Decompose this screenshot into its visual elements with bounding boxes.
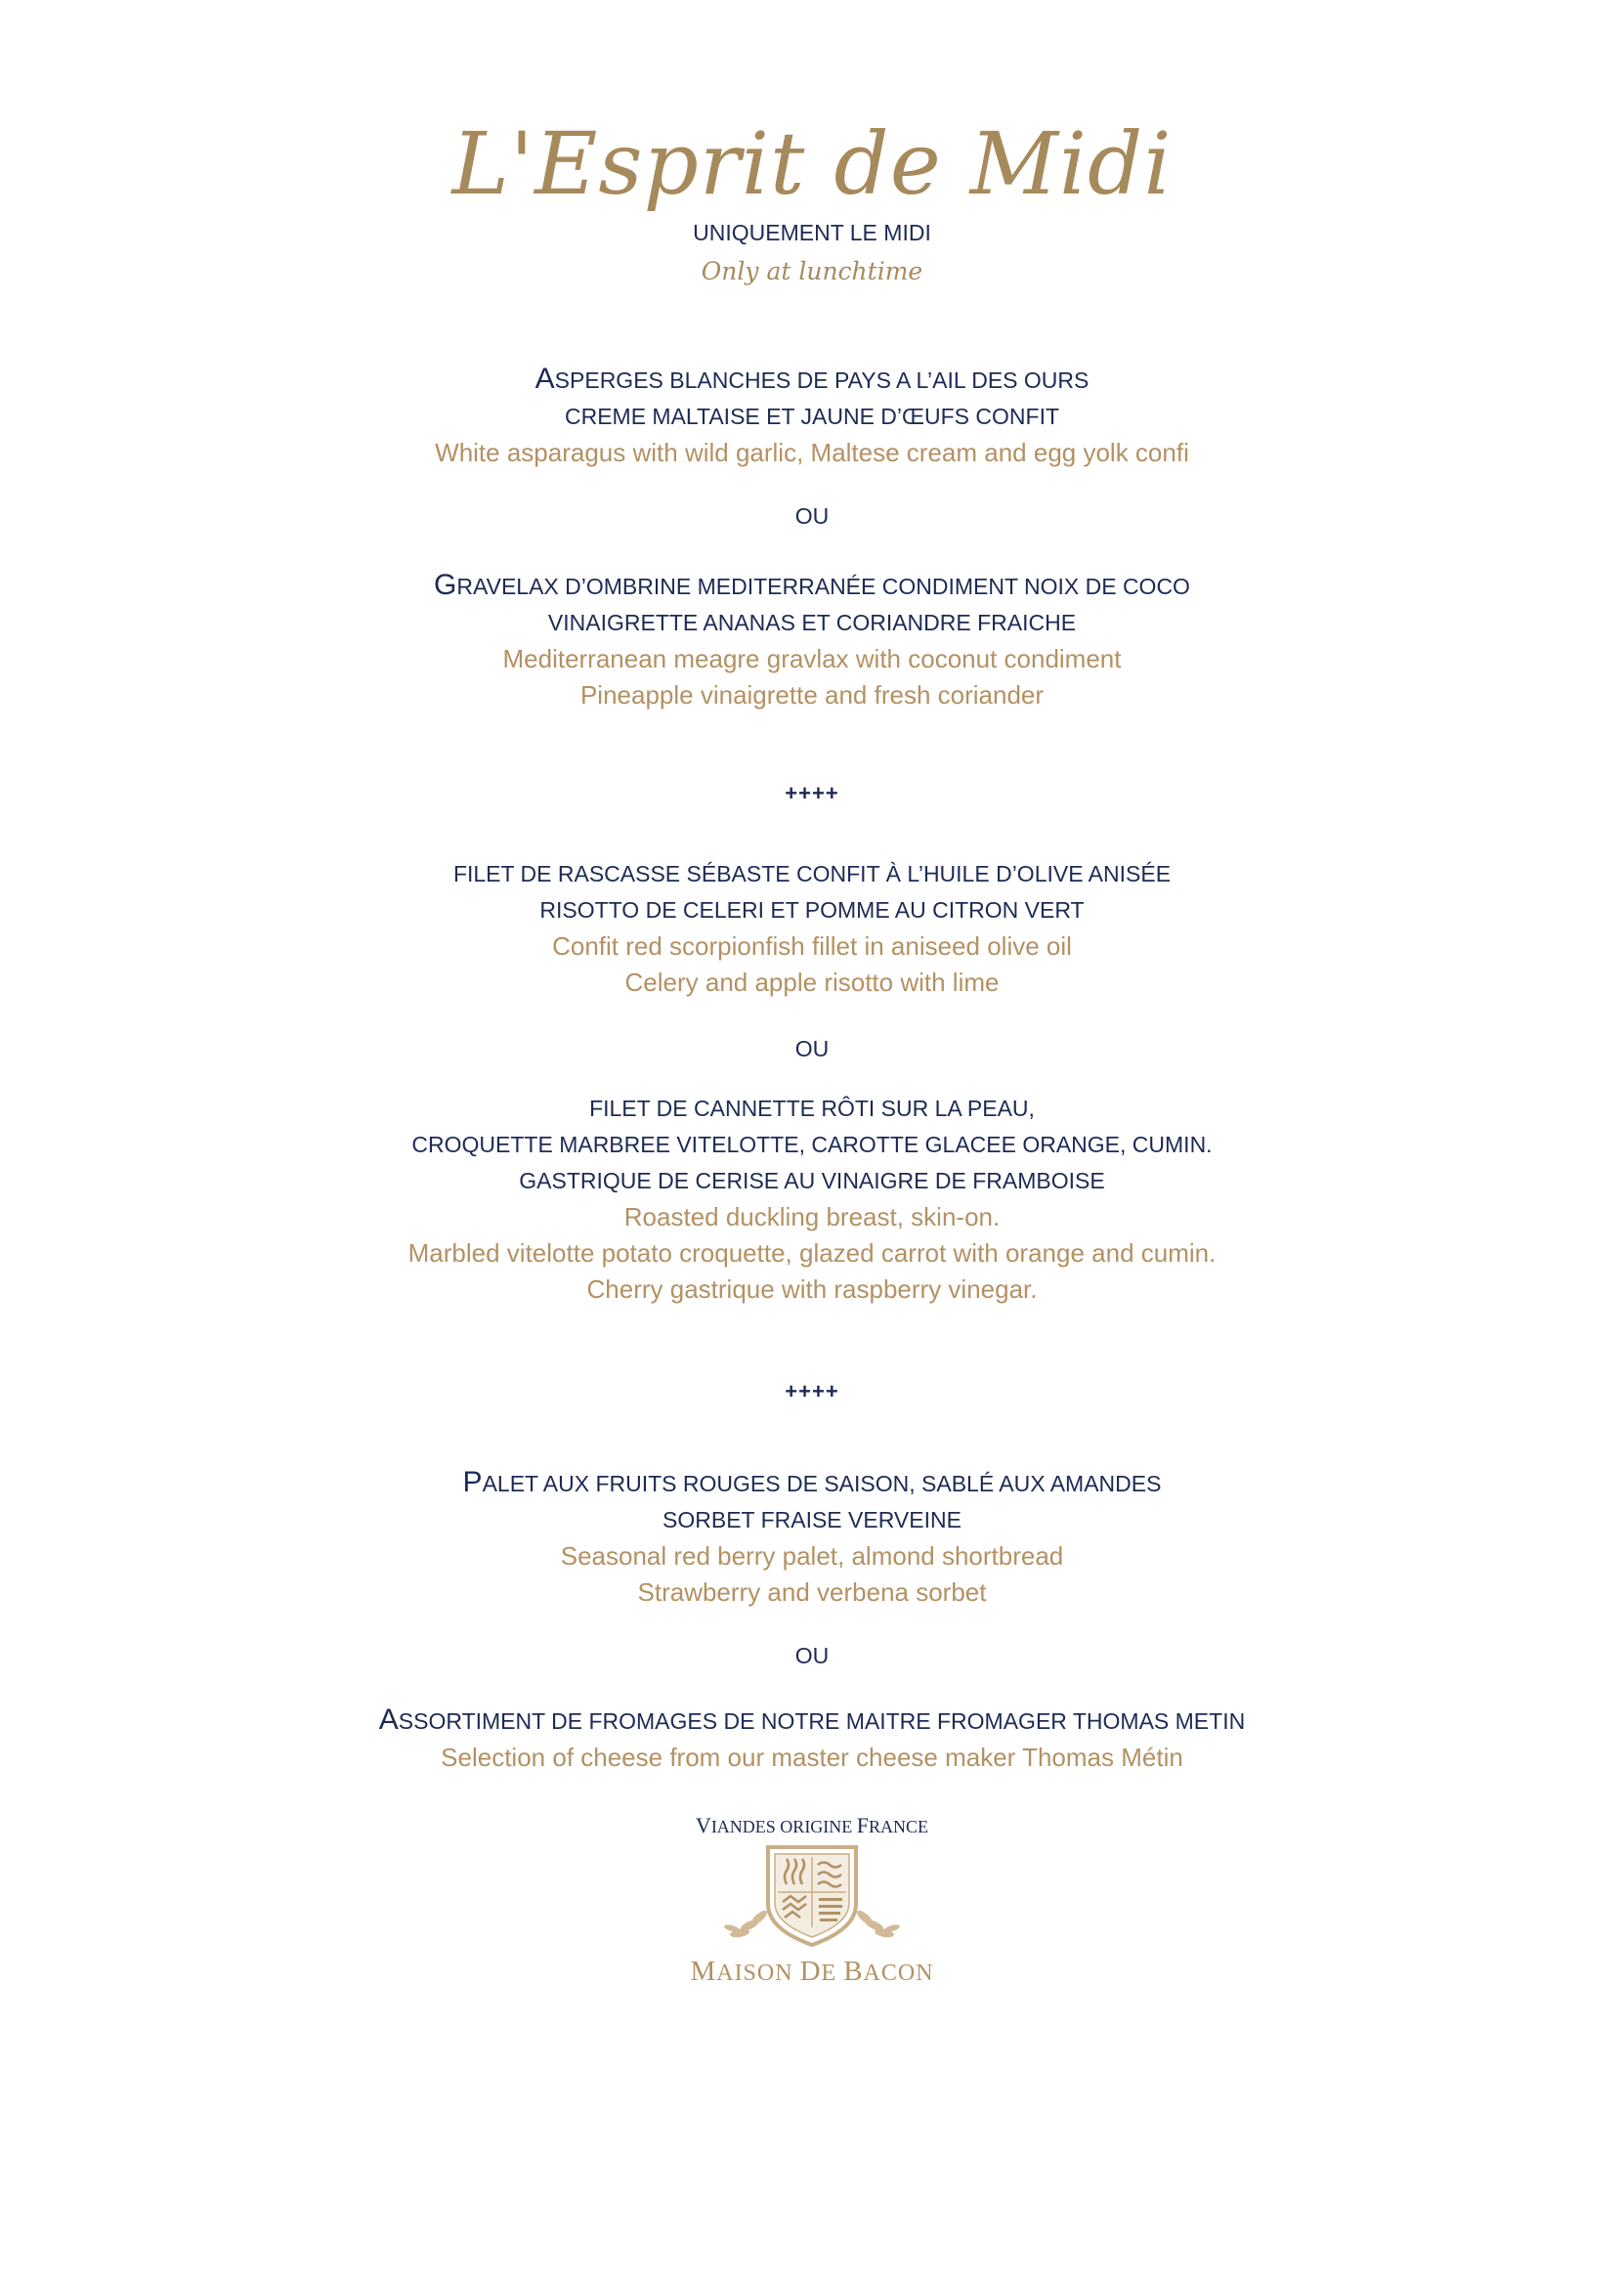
starter-2-fr-line-2: VINAIGRETTE ANANAS ET CORIANDRE FRAICHE xyxy=(547,610,1077,635)
main-2 xyxy=(0,1091,1624,1308)
dessert-1-en-line-1: Seasonal red berry palet, almond shortbread xyxy=(560,1541,1064,1571)
starter-2-fr-line-1: GRAVELAX D’OMBRINE MEDITERRANÉE CONDIMENT NOIX DE COCO xyxy=(434,569,1190,601)
dessert-2-en-line-1: Selection of cheese from our master cheese maker Thomas Métin xyxy=(441,1743,1183,1772)
main-1-fr-line-1: FILET DE RASCASSE SÉBASTE CONFIT À L’HUILE D’OLIVE ANISÉE xyxy=(452,861,1172,886)
starter-2-en-line-1: Mediterranean meagre gravlax with coconut condiment xyxy=(502,644,1122,673)
dessert-or: OU xyxy=(794,1643,830,1668)
starter-2 xyxy=(0,567,1624,713)
main-1-en-line-2: Celery and apple risotto with lime xyxy=(624,968,1000,997)
main-2-fr-line-1: FILET DE CANNETTE RÔTI SUR LA PEAU, xyxy=(589,1096,1035,1121)
starter-1-fr-line-2: CREME MALTAISE ET JAUNE D’ŒUFS CONFIT xyxy=(564,404,1060,429)
starter-or: OU xyxy=(794,503,830,529)
dessert-2-fr-line-1: ASSORTIMENT DE FROMAGES DE NOTRE MAITRE FROMAGER THOMAS METIN xyxy=(378,1704,1246,1736)
meat-origin-note: VIANDES ORIGINE FRANCE xyxy=(695,1813,929,1837)
main-or: OU xyxy=(794,1036,830,1061)
main-2-fr-line-2: CROQUETTE MARBREE VITELOTTE, CAROTTE GLACEE ORANGE, CUMIN. xyxy=(411,1132,1213,1157)
starter-1-fr-line-1: ASPERGES BLANCHES DE PAYS A L’AIL DES OURS xyxy=(534,363,1090,395)
maison-de-bacon-crest-icon xyxy=(714,1835,910,1953)
menu-title: L'Esprit de Midi xyxy=(451,113,1173,214)
main-1 xyxy=(0,856,1624,1001)
main-2-en-line-3: Cherry gastrique with raspberry vinegar. xyxy=(586,1274,1038,1304)
starter-1 xyxy=(0,361,1624,471)
dessert-1-fr-line-1: PALET AUX FRUITS ROUGES DE SAISON, SABLÉ AUX AMANDES xyxy=(462,1466,1162,1498)
main-1-fr-line-2: RISOTTO DE CELERI ET POMME AU CITRON VERT xyxy=(539,897,1085,923)
course-separator-1: ++++ xyxy=(785,781,839,805)
starter-2-en-line-2: Pineapple vinaigrette and fresh coriander xyxy=(579,680,1045,710)
main-2-en-line-2: Marbled vitelotte potato croquette, glazed carrot with orange and cumin. xyxy=(407,1238,1217,1268)
dessert-1 xyxy=(0,1464,1624,1611)
subtitle-english: Only at lunchtime xyxy=(701,257,923,285)
dessert-1-fr-line-2: SORBET FRAISE VERVEINE xyxy=(662,1507,962,1532)
course-separator-2: ++++ xyxy=(785,1379,839,1403)
main-2-en-line-1: Roasted duckling breast, skin-on. xyxy=(623,1202,1001,1231)
main-2-fr-line-3: GASTRIQUE DE CERISE AU VINAIGRE DE FRAMBOISE xyxy=(519,1168,1105,1193)
dessert-1-en-line-2: Strawberry and verbena sorbet xyxy=(637,1577,987,1607)
dessert-2 xyxy=(0,1702,1624,1776)
subtitle-french: UNIQUEMENT LE MIDI xyxy=(693,220,931,245)
starter-1-en-line-1: White asparagus with wild garlic, Maltese cream and egg yolk confi xyxy=(435,438,1189,467)
brand-name: MAISON DE BACON xyxy=(690,1956,934,1987)
main-1-en-line-1: Confit red scorpionfish fillet in aniseed olive oil xyxy=(552,931,1072,961)
